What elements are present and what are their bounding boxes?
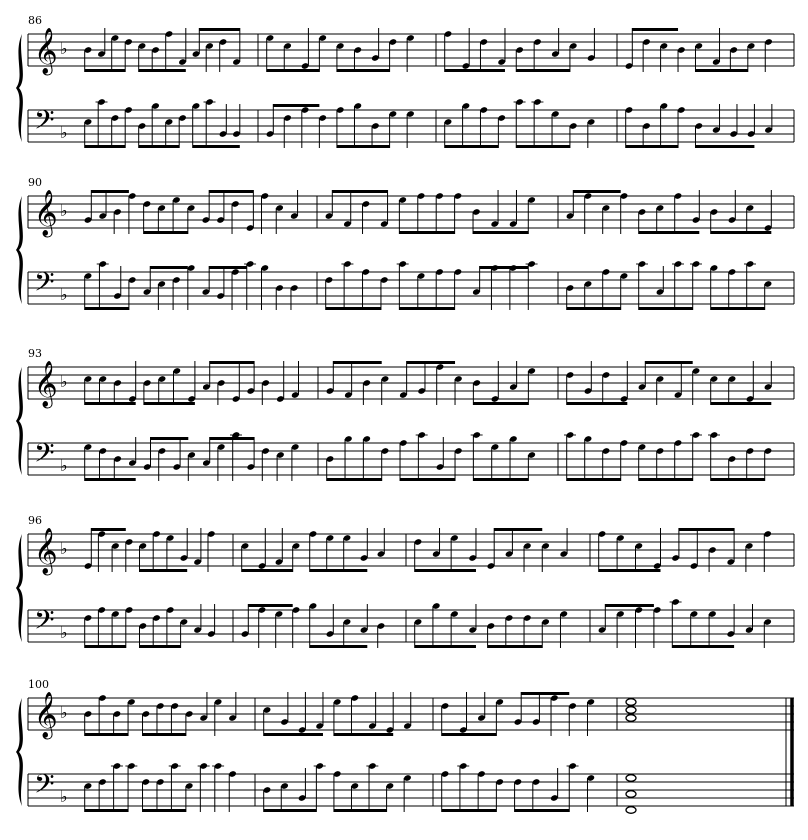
beam: [445, 145, 499, 148]
beam: [267, 69, 320, 72]
beam: [473, 402, 528, 405]
beam: [139, 145, 180, 148]
flat-icon: ♭: [60, 39, 68, 58]
measure-98: [414, 528, 568, 648]
beam: [85, 402, 136, 405]
measure-90: [84, 190, 299, 310]
beam: [85, 809, 128, 812]
beam: [210, 361, 254, 364]
beam: [573, 190, 620, 193]
beam: [521, 692, 569, 695]
flat-icon: ♭: [60, 623, 68, 642]
measure-95: [564, 361, 772, 481]
beam: [85, 645, 126, 648]
beam: [400, 478, 455, 481]
whole-note: [626, 707, 636, 714]
beam: [264, 809, 317, 812]
beam: [144, 402, 195, 405]
measure-101: [263, 692, 412, 812]
beam: [567, 402, 628, 405]
measure-103: [626, 699, 636, 814]
measure-number: 86: [28, 14, 42, 27]
whole-note: [626, 715, 636, 722]
measure-86: [84, 28, 241, 148]
measure-number: 93: [28, 347, 42, 360]
beam: [327, 478, 382, 481]
beam: [333, 361, 381, 364]
beam: [210, 437, 254, 440]
beam: [445, 69, 505, 72]
beam: [415, 569, 476, 572]
beam: [632, 28, 678, 31]
beam: [488, 645, 543, 648]
system-90: [16, 176, 794, 310]
measure-number: 96: [28, 514, 42, 527]
beam: [337, 145, 390, 148]
beam: [567, 478, 621, 481]
beam: [473, 231, 528, 234]
beam: [695, 69, 747, 72]
treble-staff: [28, 196, 794, 228]
flat-icon: ♭: [60, 703, 68, 722]
beam: [310, 569, 368, 572]
beam: [144, 231, 188, 234]
measure-number: 90: [28, 176, 42, 189]
brace-icon: [16, 698, 23, 806]
treble-clef-icon: 𝄞: [34, 28, 58, 74]
bass-clef-icon: 𝄢: [34, 104, 55, 142]
measure-100: [84, 692, 237, 812]
flat-icon: ♭: [60, 285, 68, 304]
beam: [85, 307, 129, 310]
treble-clef-icon: 𝄞: [34, 361, 58, 407]
bass-staff: [28, 272, 794, 304]
beam: [140, 645, 181, 648]
beam: [711, 402, 772, 405]
beam: [91, 190, 129, 193]
measure-91: [325, 190, 538, 310]
beam: [567, 307, 621, 310]
treble-clef-icon: 𝄞: [34, 692, 58, 738]
beam: [85, 478, 136, 481]
bass-clef-icon: 𝄢: [34, 266, 55, 304]
brace-icon: [16, 367, 23, 475]
flat-icon: ♭: [60, 372, 68, 391]
beam: [711, 307, 765, 310]
bass-clef-icon: 𝄢: [34, 768, 55, 806]
beam: [605, 604, 654, 607]
brace-icon: [16, 196, 23, 304]
whole-note: [626, 807, 636, 814]
beam: [85, 69, 126, 72]
beam: [711, 478, 765, 481]
measure-92: [566, 190, 773, 310]
beam: [242, 569, 293, 572]
whole-note: [626, 775, 636, 782]
beam: [85, 145, 126, 148]
beam: [442, 733, 497, 736]
beam: [516, 69, 570, 72]
treble-clef-icon: 𝄞: [34, 528, 58, 574]
measure-96: [84, 528, 216, 648]
whole-note: [626, 699, 636, 706]
measure-87: [266, 28, 415, 148]
treble-clef-icon: 𝄞: [34, 190, 58, 236]
system-100: [16, 678, 794, 813]
beam: [695, 145, 754, 148]
beam: [139, 69, 186, 72]
whole-note: [626, 791, 636, 798]
beam: [248, 604, 292, 607]
system-96: [16, 514, 794, 648]
flat-icon: ♭: [60, 787, 68, 806]
flat-icon: ♭: [60, 456, 68, 475]
beam: [473, 478, 528, 481]
bass-staff: [28, 443, 794, 475]
bass-clef-icon: 𝄢: [34, 437, 55, 475]
beam: [310, 645, 368, 648]
brace-icon: [16, 34, 23, 142]
beam: [193, 145, 240, 148]
beam: [516, 145, 570, 148]
beam: [494, 528, 542, 531]
beam: [639, 231, 700, 234]
measure-89: [625, 28, 773, 148]
measure-number: 100: [28, 678, 49, 691]
beam: [326, 307, 381, 310]
beam: [639, 478, 693, 481]
beam: [679, 528, 734, 531]
beam: [273, 104, 319, 107]
beam: [151, 437, 189, 440]
beam: [399, 307, 454, 310]
beam: [407, 361, 455, 364]
measure-97: [241, 528, 386, 648]
flat-icon: ♭: [60, 201, 68, 220]
beam: [599, 569, 661, 572]
measure-99: [598, 528, 772, 648]
beam: [140, 569, 188, 572]
beam: [480, 266, 529, 269]
beam: [399, 231, 454, 234]
beam: [639, 307, 693, 310]
beam: [415, 645, 476, 648]
beam: [199, 28, 240, 31]
beam: [334, 809, 387, 812]
beam: [337, 69, 390, 72]
measure-93: [84, 361, 300, 481]
beam: [209, 190, 253, 193]
beam: [442, 809, 497, 812]
flat-icon: ♭: [60, 539, 68, 558]
beam: [264, 733, 323, 736]
flat-icon: ♭: [60, 123, 68, 142]
bass-clef-icon: 𝄢: [34, 604, 55, 642]
beam: [143, 733, 186, 736]
beam: [711, 231, 772, 234]
beam: [91, 528, 126, 531]
beam: [150, 266, 188, 269]
beam: [626, 145, 678, 148]
beam: [515, 809, 570, 812]
measure-94: [326, 361, 536, 481]
beam: [332, 190, 387, 193]
beam: [334, 733, 393, 736]
system-93: [16, 347, 794, 481]
beam: [143, 809, 186, 812]
system-86: [16, 14, 794, 148]
measure-88: [444, 28, 596, 148]
measure-102: [441, 692, 595, 812]
beam: [672, 645, 734, 648]
brace-icon: [16, 534, 23, 642]
beam: [645, 361, 692, 364]
beam: [85, 733, 128, 736]
beam: [209, 266, 247, 269]
